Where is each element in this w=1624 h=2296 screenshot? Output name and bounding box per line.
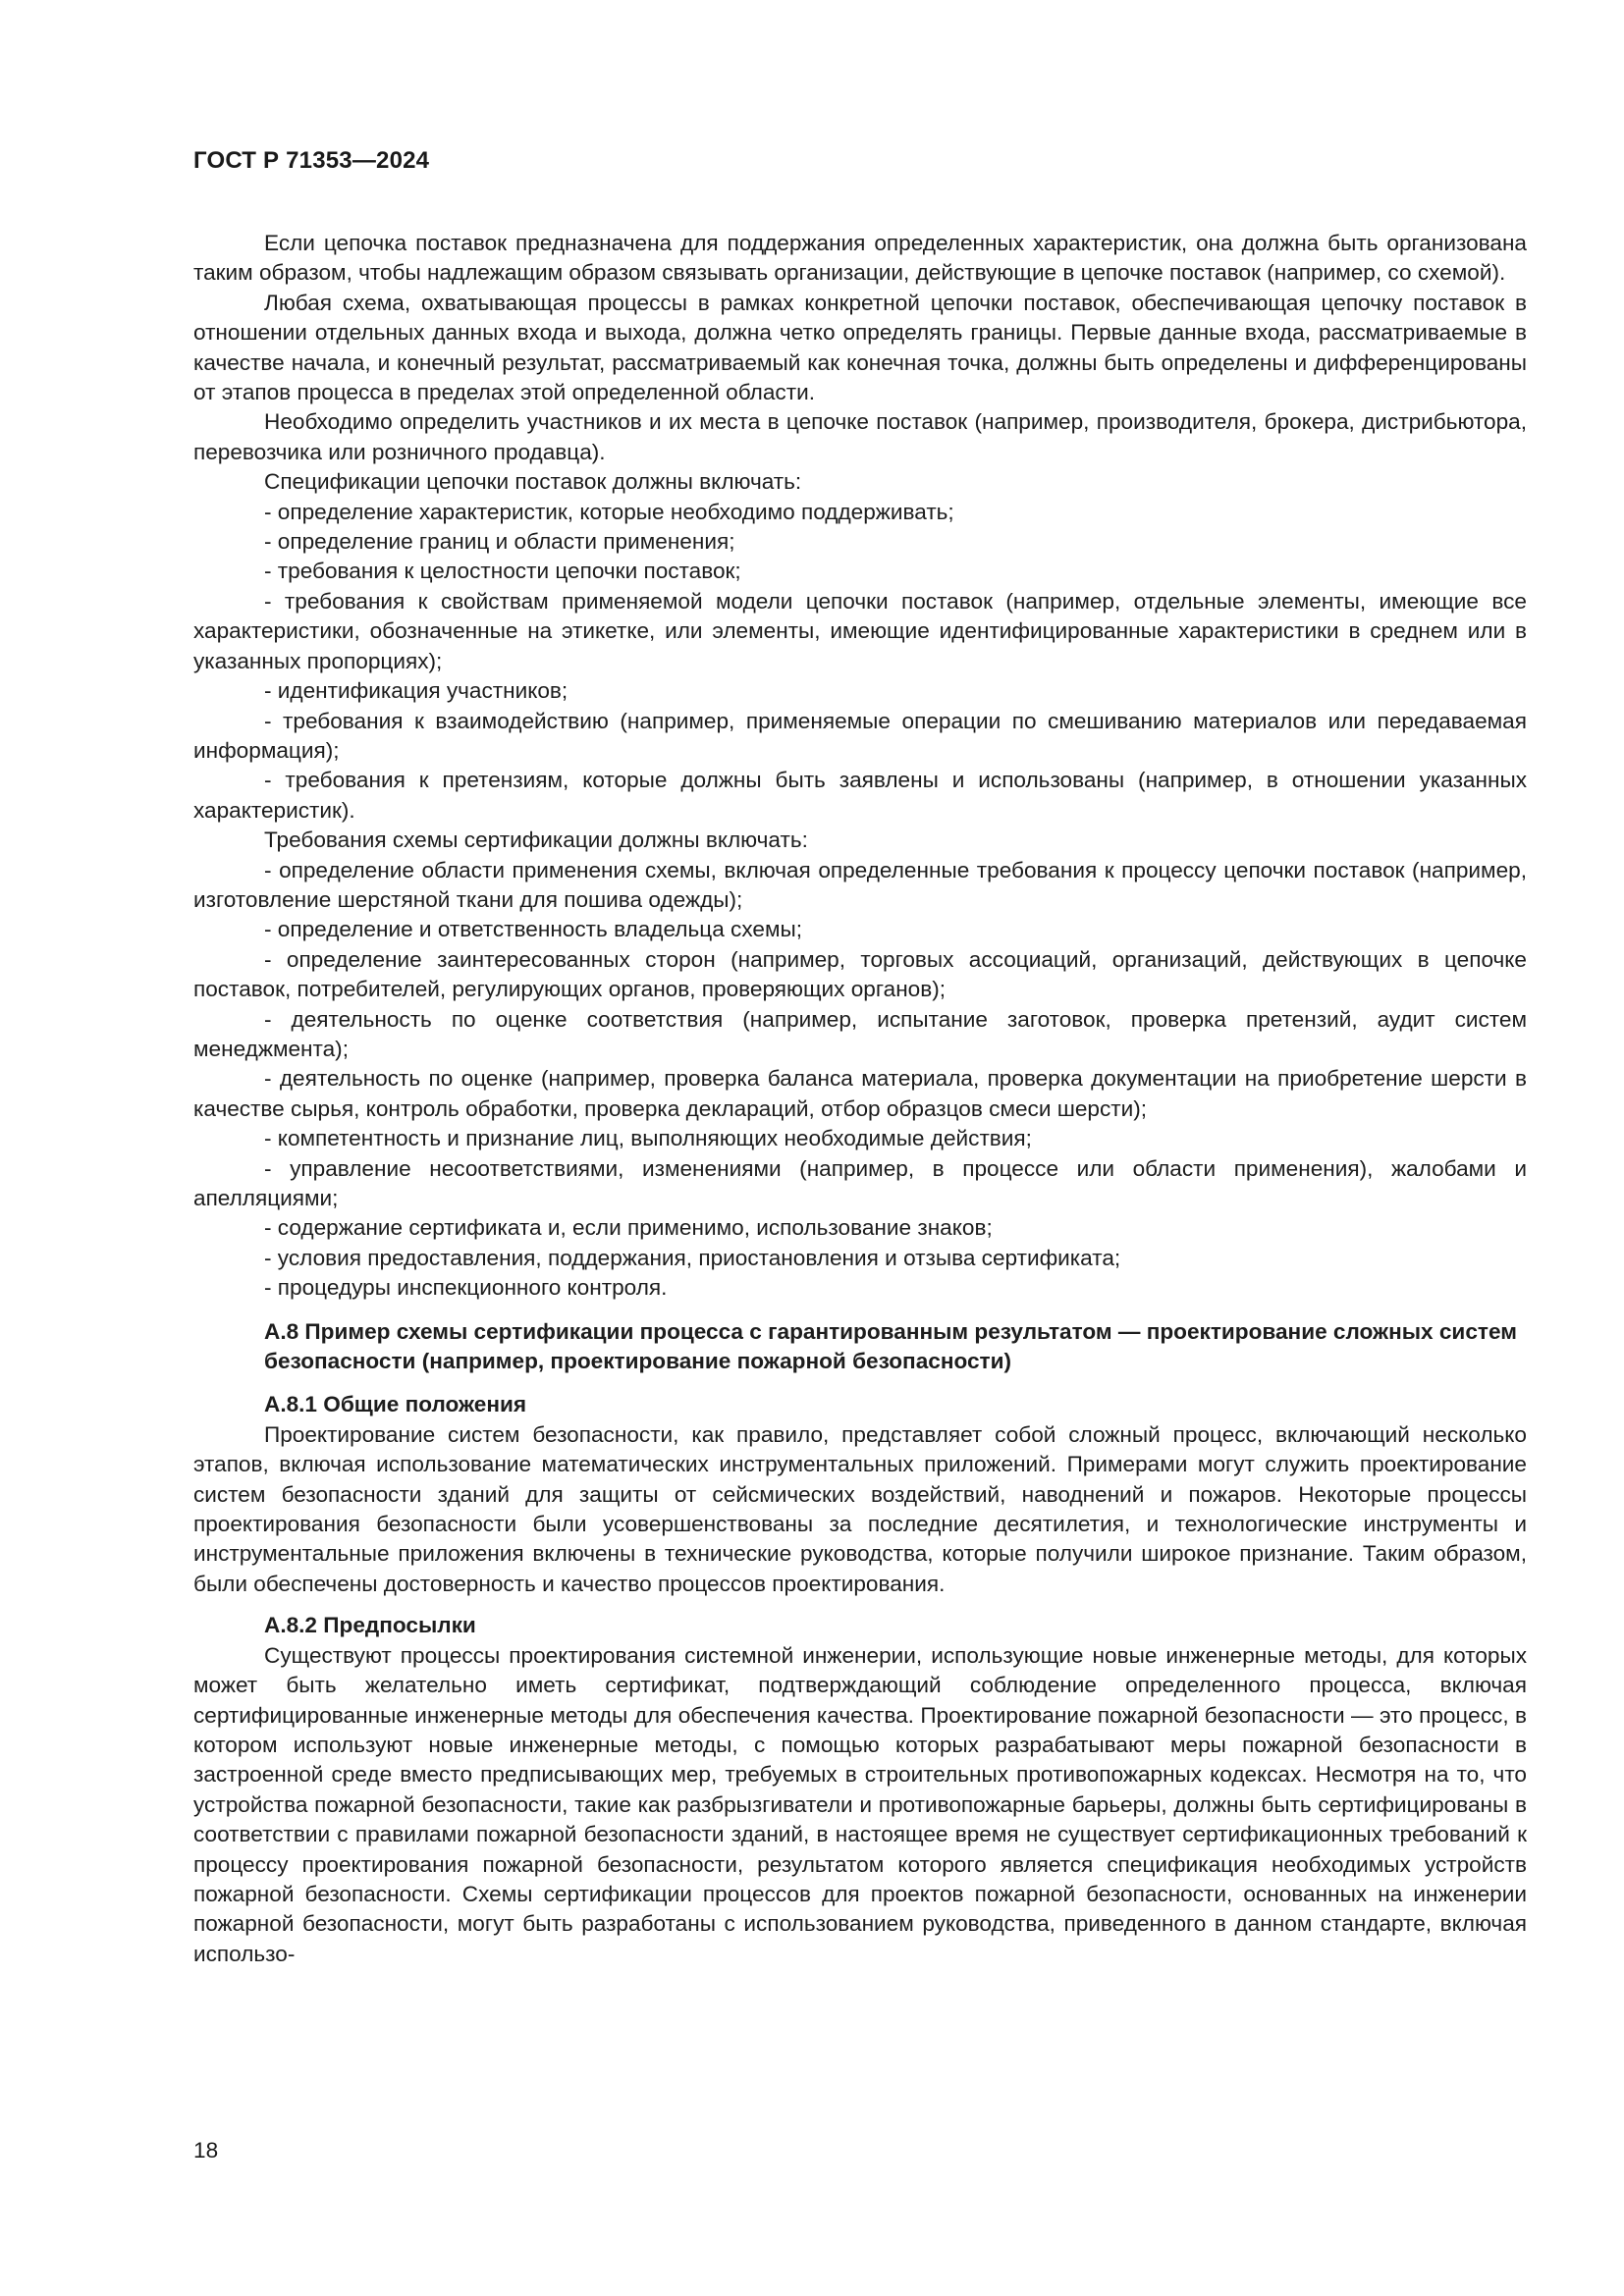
list-item: - требования к свойствам применяемой модели цепочки поставок (например, отдельные элементы, имеющие все характеристики, обозначенные на этикетке, или элементы, имеющие идентифицированные характеристики в среднем или в указанных пропорциях);	[193, 588, 1527, 673]
paragraph: Существуют процессы проектирования системной инженерии, использующие новые инженерные методы, для которых может быть желательно иметь сертификат, подтверждающий соблюдение определенного процесса, включая сертифицированные инженерные методы для обеспечения качества. Проектирование пожарной безопасности — это процесс, в котором используют новые инженерные методы, с помощью которых разрабатывают меры пожарной безопасности в застроенной среде вместо предписывающих мер, требуемых в строительных противопожарных кодексах. Несмотря на то, что устройства пожарной безопасности, такие как разбрызгиватели и противопожарные барьеры, должны быть сертифицированы в соответствии с правилами пожарной безопасности зданий, в настоящее время не существует сертификационных требований к процессу проектирования пожарной безопасности, результатом которого является спецификация необходимых устройств пожарной безопасности. Схемы сертификации процессов для проектов пожарной безопасности, основанных на инженерии пожарной безопасности, могут быть разработаны с использованием руководства, приведенного в данном стандарте, включая использо-	[193, 1642, 1527, 1966]
list-item: - требования к претензиям, которые должны быть заявлены и использованы (например, в отношении указанных характеристик).	[193, 768, 1527, 823]
list-item: - определение заинтересованных сторон (например, торговых ассоциаций, организаций, действующих в цепочке поставок, потребителей, регулирующих органов, проверяющих органов);	[193, 946, 1527, 1002]
list-item: - условия предоставления, поддержания, приостановления и отзыва сертификата;	[264, 1245, 1121, 1270]
list-item: - идентификация участников;	[264, 678, 568, 704]
section-title-a8-1: А.8.1 Общие положения	[264, 1392, 527, 1417]
page-body	[193, 229, 1527, 1969]
list-item: - определение области применения схемы, включая определенные требования к процессу цепочки поставок (например, изготовление шерстяной ткани для пошива одежды);	[193, 857, 1527, 912]
list-item: - определение характеристик, которые необходимо поддерживать;	[264, 499, 954, 524]
paragraph: Спецификации цепочки поставок должны включать:	[264, 469, 802, 495]
document-header: ГОСТ Р 71353—2024	[193, 147, 430, 174]
list-item: - процедуры инспекционного контроля.	[264, 1275, 668, 1301]
paragraph: Любая схема, охватывающая процессы в рамках конкретной цепочки поставок, обеспечивающая цепочку поставок в отношении отдельных данных входа и выхода, должна четко определять границы. Первые данные входа, рассматриваемые в качестве начала, и конечный результат, рассматриваемый как конечная точка, должны быть определены и дифференцированы от этапов процесса в пределах этой определенной области.	[193, 290, 1527, 405]
section-title-a8: А.8 Пример схемы сертификации процесса с гарантированным результатом — проектирование сложных систем безопасности (например, проектирование пожарной безопасности)	[264, 1318, 1517, 1374]
paragraph: Проектирование систем безопасности, как правило, представляет собой сложный процесс, включающий несколько этапов, включая использование математических инструментальных приложений. Примерами могут служить проектирование систем безопасности зданий для защиты от сейсмических воздействий, наводнений и пожаров. Некоторые процессы проектирования безопасности были усовершенствованы за последние десятилетия, и технологические инструменты и инструментальные приложения включены в технические руководства, которые получили широкое признание. Таким образом, были обеспечены достоверность и качество процессов проектирования.	[193, 1421, 1527, 1596]
list-item: - содержание сертификата и, если применимо, использование знаков;	[264, 1215, 993, 1241]
paragraph: Требования схемы сертификации должны включать:	[264, 828, 808, 853]
list-item: - управление несоответствиями, изменениями (например, в процессе или области применения), жалобами и апелляциями;	[193, 1155, 1527, 1210]
list-item: - деятельность по оценке соответствия (например, испытание заготовок, проверка претензий, аудит систем менеджмента);	[193, 1006, 1527, 1061]
list-item: - определение границ и области применения;	[264, 529, 735, 555]
list-item: - определение и ответственность владельца схемы;	[264, 917, 802, 942]
list-item: - требования к целостности цепочки поставок;	[264, 559, 741, 584]
page-number: 18	[193, 2138, 219, 2163]
list-item: - требования к взаимодействию (например, применяемые операции по смешиванию материалов или передаваемая информация);	[193, 708, 1527, 763]
paragraph: Если цепочка поставок предназначена для поддержания определенных характеристик, она должна быть организована таким образом, чтобы надлежащим образом связывать организации, действующие в цепочке поставок (например, со схемой).	[193, 231, 1527, 286]
list-item: - деятельность по оценке (например, проверка баланса материала, проверка документации на приобретение шерсти в качестве сырья, контроль обработки, проверка деклараций, отбор образцов смеси шерсти);	[193, 1066, 1527, 1121]
list-item: - компетентность и признание лиц, выполняющих необходимые действия;	[264, 1126, 1032, 1151]
section-title-a8-2: А.8.2 Предпосылки	[264, 1613, 476, 1638]
paragraph: Необходимо определить участников и их места в цепочке поставок (например, производителя, брокера, дистрибьютора, перевозчика или розничного продавца).	[193, 409, 1527, 464]
